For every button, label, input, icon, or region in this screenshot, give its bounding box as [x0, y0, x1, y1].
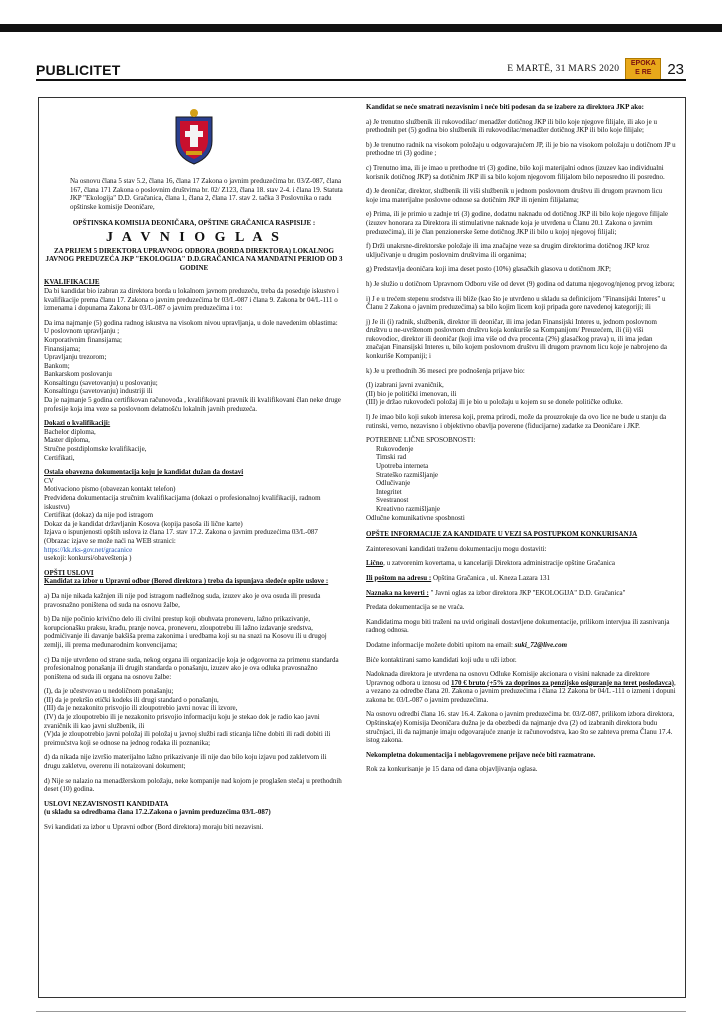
criteria-item: c) Trenutno ima, ili je imao u prethodne tri (3) godine, bilo koji materijalni odnos (izuzev kao individualni korisnik dotičnog JKP) sa dotičnim JKP ili sa bilo kojom njegovom filijalom bilo neposredno ili posredno.: [366, 163, 665, 181]
list-item: Motivaciono pismo (obavezan kontakt telefon): [44, 485, 176, 494]
list-item: (V)da je zloupotrebio javni položaj ili položaj u javnoj službi radi sticanja lične dobiti ili radi dobiti ili preimućstva koji se odnose na jednog rođaka ili poznanika;: [44, 730, 331, 747]
list-item: (III) da je nezakonito prisvojio ili zloupotrebio javni novac ili izvore,: [44, 704, 238, 713]
criteria-item: e) Prima, ili je primio u zadnje tri (3) godine, dodatnu naknadu od dotičnog JKP ili bilo koje njegove filijale (izuzev honorara za Direktora ili stimulativne naknade koja je utvrđena u Članu 20.1 Zakona o javnim preduzećima), ili je član penzionerske šeme dotičnog JKP ili bilo u kojoj njegovoj filijali;: [366, 210, 669, 236]
abilities-list: [366, 436, 676, 513]
independence-criteria-heading: Kandidat se neće smatrati nezavisnim i neće biti podesan da se izabere za direktora JKP ako:: [366, 103, 644, 111]
proof-list: [44, 428, 344, 462]
list-item: (IV) da je zloupotrebio ili je nezakonito prisvojio informaciju koju je stekao dok je radio kao javni zvaničnik ili kao javni službenik, ili: [44, 713, 320, 730]
documents-heading: Ostala obavezna dokumentacija koju je kandidat dužan da dostavi: [44, 468, 244, 477]
list-item: Integritet: [376, 487, 402, 496]
k-sublist: [366, 381, 676, 407]
list-item: Rukovođenje: [376, 444, 414, 453]
documents-list: [44, 477, 344, 546]
page-number: 23: [667, 60, 684, 78]
info-paragraph: Kandidatima mogu biti traženi na uvid originali dostavljene dokumentacije, prilikom intervjua ili zasnivanja radnog odnosa.: [366, 617, 670, 635]
by-mail-address: Opština Gračanica , ul. Kneza Lazara 131: [431, 573, 550, 582]
list-item: Certifikat (dokaz) da nije pod istragom: [44, 511, 154, 520]
list-item: Konsaltingu (savetovanju) industriji ili: [44, 387, 153, 396]
header-rule: [36, 79, 686, 81]
list-item: (III) je držao rukovodeći položaj ili je bio u položaju u kojem su se donele političke odluke.: [366, 398, 623, 407]
compensation-text-end: , a vezano za odredbe člana 20. Zakona o javnim preduzećima i člana 12 Zakona br 04/L -111 o izmeni i dopuni zakona br. 03/L-087 o javnim preduzećima.: [366, 678, 676, 704]
criteria-item: g) Predstavlja deoničara koji ima deset posto (10%) glasačkih glasova u dotičnom JKP;: [366, 265, 611, 274]
list-item: Certifikati,: [44, 453, 75, 462]
list-item: Finansijama;: [44, 344, 81, 353]
list-item: Master diploma,: [44, 436, 90, 445]
criteria-item: b) Je trenutno radnik na visokom položaju u odgovarajućem JP, ili je bio na visokom položaju u dotičnom JP u prethodne tri (3) godine ;: [366, 140, 676, 158]
general-conditions-heading: OPŠTI USLOVI: [44, 568, 94, 577]
experience-text: Da ima najmanje (5) godina radnog iskustva na visokom nivou upravljanja, u dole navedenim oblastima:: [44, 318, 338, 327]
certificate-text: Da je najmanje 5 godina certifikovan računovođa , kvalifikovani pravnik ili kvalifikovani član neke druge profesije koja ima veze sa poslovnom delatnošću lokalnih javnih preduzeća.: [44, 396, 341, 413]
qualifications-heading: KVALIFIKACIJE: [44, 278, 100, 287]
condition-c: c) Da nije utvrđeno od strane suda, nekog organa ili organizacije koja je odgovorna za primenu standarda profesionalnog ponašanja ili drugih standarda o ponašanju, izuzev ako je ova odluka pravosnažno poništena od suda ili organa na osnovu žalbe:: [44, 655, 339, 681]
list-item: CV: [44, 476, 54, 485]
list-item: Svestranost: [376, 496, 409, 505]
commission-heading: OPŠTINSKA KOMISIJA DEONIČARA, OPŠTINE GRAČANICA RASPISIJE :: [72, 219, 316, 228]
application-info-heading: OPŠTE INFORMACIJE ZA KANDIDATE U VEZI SA POSTUPKOM KONKURISANJA: [366, 530, 638, 539]
areas-list: [44, 327, 344, 396]
list-item: Strateško razmišljanje: [376, 470, 439, 479]
info-paragraph: Na osnovu odredbi člana 16. stav 16.4. Zakona o javnim preduzećima br. 03/Z-087, prilikom izbora direktora, Opštinska(e) Komisija Deoničara dužna je da obezbedi da najmanje dva (2) od izabranih direktora budu stručnjaci, ili da najmanje imaju odgovarajuće znanje iz računovodstva, kao što se zahteva prema Članu 17.4. istog zakona.: [366, 710, 675, 745]
envelope-label: Naznaka na koverti :: [366, 588, 429, 597]
criteria-item: l) Je imao bilo koji sukob interesa koji, prema prirodi, može da prouzrokuje da ovo lice ne bude u stanju da rutinski, verno, nezavisno i objektivno obavlja poverene (fiducijarne) zadatke za Deoničare i JKP.: [366, 413, 667, 430]
deadline-text: Rok za konkurisanje je 15 dana od dana objavljivanja oglasa.: [366, 765, 538, 774]
info-paragraph: Biće kontaktirani samo kandidati koji uđu u uži izbor.: [366, 655, 517, 664]
criteria-item: h) Je služio u dotičnom Upravnom Odboru više od devet (9) godina od datuma njegovog/njenog prvog izbora;: [366, 279, 675, 288]
criteria-item: f) Drži unakrsne-direktorske položaje ili ima značajne veze sa drugim direktorima dotičnog JKP kroz uključivanje u drugim poslovnim društvima ili organima;: [366, 242, 650, 259]
criteria-item: j) Je ili (i) radnik, službenik, direktor ili deoničar, ili ima jedan Finansijski Interes u, jednom poslovnom društvu u ne-uvrštenom poslovnom društvu koja konkuriše sa Kompanijom/ Preuzećem, ili (ii) viši rukovodioc, direktor ili deoničar (koji ima više od dva procenta (2%) glasačkog prava) u, ili ima jedan značajan Finansijski Interes u, bilo kojem poslovnom društvu ili drugom pravnom licu koje je nabrojeno da konkuriše Kompaniji; i: [366, 317, 667, 361]
by-mail-label: Ili poštom na adresu :: [366, 573, 432, 582]
independence-text: Svi kandidati za izbor u Upravni odbor (Bord direktora) moraju biti nezavisni.: [44, 823, 264, 831]
criteria-item: d) Je deoničar, direktor, službenik ili viši službenik u jednom poslovnom društvu ili drugom pravnom licu koje ima materijalne poslovne odnose sa dotičnim JKP ili njenim filijalama;: [366, 187, 663, 204]
announcement-subtitle: ZA PRIJEM 5 DIREKTORA UPRAVNOG ODBORA (BORDA DIREKTORA) LOKALNOG JAVNOG PREDUZEĆA JKP "EKOLOGIJA" D.D.GRAČANICA NA MANDATNI PERIOD OD 3 GODINE: [45, 246, 343, 272]
newspaper-logo: EPOKA E RE: [625, 58, 661, 80]
qualifications-text: Da bi kandidat bio izabran za direktora borda u lokalnom javnom preduzeću, treba da poseduje iskustvo i kvalifikacije prema članu 17. Zakona o javnim preduzećima br 03/L-087 i člana 9. Zakona br 04/L-111 o izmenama i dopunama Zakona br 03/L-087 o javnim preduzećima i to:: [44, 286, 339, 313]
contact-email[interactable]: suki_72@live.com: [514, 640, 568, 649]
list-item: U poslovnom upravljanju ;: [44, 327, 120, 336]
condition-d2: d) Nije se nalazio na menadžerskom položaju, neke kompanije nad kojom je proglašen stečaj u prethodnih deset (10) godina.: [44, 776, 342, 794]
condition-a: a) Da nije nikada kažnjen ili nije pod istragom nadležnog suda, izuzev ako je ova osuda ili presuda pravosnažno poništena od suda na osnovu žalbe,: [44, 591, 321, 609]
municipality-web-link[interactable]: https://kk.rks-gov.net/gracanice: [44, 545, 133, 554]
list-item: (II) bio je politički imenovan, ili: [366, 389, 457, 398]
list-item: (II) da je prekršio etički kodeks ili drugi standard o ponašanju,: [44, 695, 219, 704]
list-item: (I) izabrani javni zvaničnik,: [366, 381, 444, 390]
list-item: Konsaltingu (savetovanju) u poslovanju;: [44, 378, 158, 387]
page-header-right: [507, 58, 684, 80]
general-conditions-subheading: Kandidat za izbor u Upravni odbor (Bored direktora ) treba da ispunjava sledeće opšte uslove :: [44, 577, 329, 586]
abilities-heading: POTREBNE LIČNE SPOSOBNOSTI:: [366, 436, 476, 445]
condition-d: d) da nikada nije izvršio materijalno lažno prikazivanje ili nije dao bilo koju izjavu pod zakletvom ili drugu zakletvu, overenu ili notaizovani dokument;: [44, 753, 327, 771]
incomplete-docs-notice: Nekompletna dokumentacija i neblagovremene prijave neće biti razmatrane.: [366, 750, 596, 759]
list-item: (I), da je učestvovao u nedoličnom ponašanju;: [44, 687, 174, 696]
independence-subheading: (u skladu sa odredbama člana 17.2.Zakona o javnim preduzećima 03/L-087): [44, 808, 271, 817]
info-paragraph: Zainteresovani kandidati traženu dokumentaciju mogu dostaviti:: [366, 544, 547, 553]
envelope-text: " Javni oglas za izbor direktora JKP "EKOLOGIJA" D.D. Gračanica": [428, 588, 626, 597]
list-item: Timski rad: [376, 453, 407, 462]
list-item: Odlučivanje: [376, 479, 411, 488]
issue-date: E MARTË, 31 MARS 2020: [507, 64, 620, 74]
list-item: Izjava o ispunjenosti opštih uslova iz člana 17. stav 17.2. Zakona o javnim preduzećima 03/L-087 (Obrazac izjave se može naći na WEB stranici:: [44, 528, 318, 545]
in-person-text: , u zatvorenim kovertama, u kancelariji Direktora administracije opštine Gračanica: [383, 559, 615, 568]
list-item: Dokaz da je kandidat državljanin Kosova (kopija pasoša ili lične karte): [44, 519, 243, 528]
compensation-amount: 170 € bruto (+5% za doprinos za penzijsko osiguranje na teret poslodavca): [450, 678, 674, 687]
in-person-label: Lično: [366, 559, 384, 568]
announcement-title: J A V N I O G L A S: [106, 229, 282, 245]
list-item: Upravljanju trezorom;: [44, 353, 107, 362]
list-item: Bankom;: [44, 361, 70, 370]
list-item: Kreativno razmišljanje: [376, 504, 440, 513]
contact-text: Dodatne informacije možete dobiti upitom na email:: [366, 640, 515, 649]
section-title: PUBLICITET: [36, 62, 121, 78]
top-black-bar: [0, 24, 722, 32]
criteria-item: k) Je u prethodnih 36 meseci pre podnošenja prijave bio:: [366, 366, 525, 375]
independence-heading: USLOVI NEZAVISNOSTI KANDIDATA: [44, 799, 169, 808]
list-item: Stručne postdiplomske kvalifikacije,: [44, 445, 147, 454]
link-suffix: usekoji: konkursi/obaveštenja ): [44, 554, 132, 563]
list-item: Bachelor diploma,: [44, 427, 96, 436]
left-column: [44, 103, 344, 838]
intro-paragraph: Na osnovu člana 5 stav 5.2, člana 16, člana 17 Zakona o javnim preduzećima br. 03/Z-087, člana 167, člana 171 Zakona o poslovnim društvima br. 02/ Z123, člana 18. stav 2-4. i člana 19. Statuta JKP "Ekologija" D.D. Gračanica, člana 1, člana 2, člana 17. stav 2. tačka 3 Poslovnika o radu opštinske komisije Deoničare,: [70, 177, 343, 211]
list-item: Upotreba interneta: [376, 462, 429, 470]
criteria-item: a) Je trenutno službenik ili rukovodilac/ menadžer dotičnog JKP ili bilo koje njegove filijale, ili ako je u prethodnih pet (5) godina bio službenik ili rukovodilac/menadžer dotičnog JKP ili bilo koje filijale;: [366, 117, 657, 135]
list-item: Predviđena dokumentacija stručnim kvalifikacijama (dokazi o profesionalnoj kvalifikaciji, radnom iskustvu): [44, 494, 321, 511]
right-column: [366, 103, 676, 780]
compensation-text: Nadoknada direktora je utvrđena na osnovu Odluke Komisije akcionara o visini naknade za direktore Upravnog odbora u iznosu od: [366, 670, 650, 687]
municipal-crest-icon: [170, 107, 218, 167]
proof-heading: Dokazi o kvalifikaciji:: [44, 419, 111, 428]
info-paragraph: Predata dokumentacija se ne vraća.: [366, 603, 465, 612]
condition-b: b) Da nije počinio krivično delo ili civilni prestup koji obuhvata proneveru, lažno prikazivanje, korupcionašku praksu, krađu, pranje novca, proneveru, zloupotrebu ili lažno izdavanje sredstva, podmićivanje ili davanje bakšiša prema zakonima i uredbama koji su na snazi na Kosovu ili u drugoj zemlji, ili prema međunarodnim konvencijama;: [44, 615, 327, 649]
list-item: Bankarskom poslovanju: [44, 370, 112, 379]
bottom-rule: [36, 1011, 686, 1012]
list-item: Korporativnim finansijama;: [44, 335, 122, 344]
criteria-item: i) J e u trećem stepenu srodstva ili bliže (kao što je utvrđeno u skladu sa definicijom "Finansijski Interes" u Članu 2 Zakona o javnim preduzećima) sa bilo kojim licem koji pripada gore navedenoj kategoriji; ili: [366, 294, 666, 312]
abilities-last: Odlučne komunikativne sposbnosti: [366, 513, 465, 522]
condition-c-list: [44, 687, 344, 747]
